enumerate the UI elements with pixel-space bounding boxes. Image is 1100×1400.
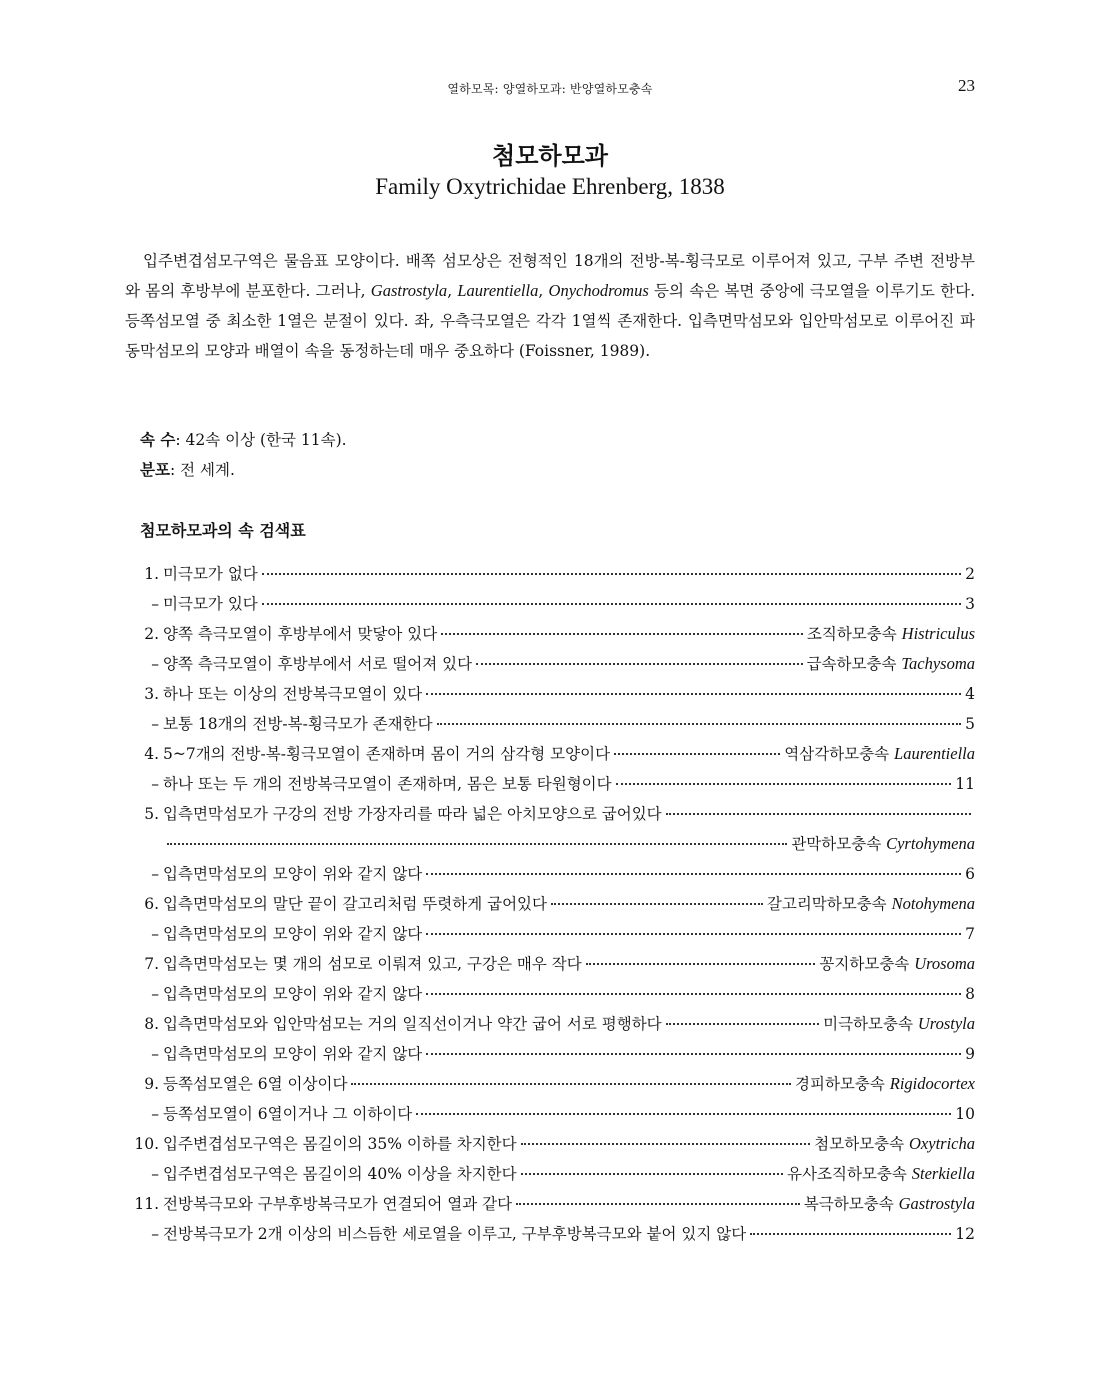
key-row-text: 하나 또는 이상의 전방복극모열이 있다 <box>163 685 423 703</box>
key-row-result-text: 갈고리막하모충속 <box>766 895 892 913</box>
genus-name: Oxytricha <box>909 1134 975 1153</box>
genus-name: Laurentiella <box>894 744 975 763</box>
key-row-result-text: 복극하모충속 <box>803 1195 899 1213</box>
key-row-result <box>965 984 975 1004</box>
key-row-result <box>965 714 975 734</box>
key-row-result-text: 9 <box>965 1045 975 1063</box>
key-row-number: 6. <box>144 895 159 913</box>
genus-key-list <box>125 562 975 1252</box>
key-row-number: – <box>151 1225 159 1243</box>
dot-leader <box>426 933 961 935</box>
dot-leader <box>616 783 952 785</box>
key-row-result-text: 6 <box>965 865 975 883</box>
key-row-result-text: 4 <box>965 685 975 703</box>
key-heading: 첨모하모과의 속 검색표 <box>140 521 306 540</box>
key-row-number: 10. <box>134 1135 159 1153</box>
key-row <box>125 982 975 1012</box>
genus-name: Gastrostyla <box>898 1194 975 1213</box>
key-row <box>125 652 975 682</box>
key-row-number: – <box>151 1165 159 1183</box>
key-row-text: 미극모가 있다 <box>163 595 258 613</box>
key-row-text: 입측면막섬모와 입안막섬모는 거의 일직선이거나 약간 굽어 서로 평행하다 <box>163 1015 662 1033</box>
key-row <box>125 742 975 772</box>
key-row-number: 8. <box>144 1015 159 1033</box>
key-row <box>125 1162 975 1192</box>
dot-leader <box>351 1083 791 1085</box>
dot-leader <box>416 1113 951 1115</box>
genera-value: : 42속 이상 (한국 11속). <box>175 431 347 449</box>
key-row-text: 하나 또는 두 개의 전방복극모열이 존재하며, 몸은 보통 타원형이다 <box>163 775 612 793</box>
key-row-result-text: 2 <box>965 565 975 583</box>
family-title-korean: 첨모하모과 <box>492 141 608 170</box>
key-row <box>125 1012 975 1042</box>
key-row-result <box>965 1044 975 1064</box>
key-row-result <box>965 564 975 584</box>
genera-count <box>140 428 347 450</box>
key-row-result-text: 관막하모충속 <box>791 835 887 853</box>
key-row-result <box>965 924 975 944</box>
key-row-text: 등쪽섬모열은 6열 이상이다 <box>163 1075 348 1093</box>
genus-name: Cyrtohymena <box>886 834 975 853</box>
key-row <box>125 772 975 802</box>
key-row-result <box>965 684 975 704</box>
dot-leader <box>426 993 961 995</box>
key-row-text: 5~7개의 전방-복-횡극모열이 존재하며 몸이 거의 삼각형 모양이다 <box>163 745 611 763</box>
key-row-number: 3. <box>144 685 159 703</box>
key-row <box>125 622 975 652</box>
key-row-result <box>787 1162 975 1184</box>
key-row-number: 2. <box>144 625 159 643</box>
distribution-label: 분포 <box>140 460 170 479</box>
key-row-number: 5. <box>144 805 159 823</box>
key-row-result <box>819 952 975 974</box>
key-row <box>125 1132 975 1162</box>
page-header <box>125 76 975 98</box>
key-row-text: 미극모가 없다 <box>163 565 258 583</box>
key-row <box>125 1072 975 1102</box>
dot-leader <box>262 573 961 575</box>
key-row <box>125 862 975 892</box>
key-row-text: 전방복극모가 2개 이상의 비스듬한 세로열을 이루고, 구부후방복극모와 붙어 있지 않다 <box>163 1225 747 1243</box>
intro-paragraph <box>125 246 975 366</box>
key-row-number: – <box>151 985 159 1003</box>
dot-leader <box>262 603 961 605</box>
key-row <box>125 892 975 922</box>
key-row-number: – <box>151 1045 159 1063</box>
key-row <box>125 832 975 862</box>
key-row-result <box>955 1224 975 1244</box>
key-row-text: 입주변겹섬모구역은 몸길이의 35% 이하를 차지한다 <box>163 1135 517 1153</box>
key-row <box>125 952 975 982</box>
key-row-result-text: 3 <box>965 595 975 613</box>
page-number: 23 <box>958 76 975 95</box>
key-row-result-text: 급속하모충속 <box>806 655 902 673</box>
key-row-result-text: 7 <box>965 925 975 943</box>
dot-leader <box>521 1173 783 1175</box>
key-row-result <box>804 1192 975 1214</box>
dot-leader <box>666 1023 819 1025</box>
key-row-number: 4. <box>144 745 159 763</box>
key-row-result-text: 11 <box>955 775 975 793</box>
key-row-number: 1. <box>144 565 159 583</box>
dot-leader <box>167 843 787 845</box>
key-row-text: 양쪽 측극모열이 후방부에서 맞닿아 있다 <box>163 625 438 643</box>
dot-leader <box>586 963 816 965</box>
key-row-number: 7. <box>144 955 159 973</box>
key-row-result <box>965 594 975 614</box>
key-row-text: 등쪽섬모열이 6열이거나 그 이하이다 <box>163 1105 413 1123</box>
family-title-english: Family Oxytrichidae Ehrenberg, 1838 <box>375 174 725 199</box>
key-row-number: 9. <box>144 1075 159 1093</box>
key-row <box>125 1102 975 1132</box>
key-row-result-text: 첨모하모충속 <box>814 1135 910 1153</box>
key-row-text: 양쪽 측극모열이 후방부에서 서로 떨어져 있다 <box>163 655 473 673</box>
key-row-result <box>807 652 975 674</box>
key-row-result <box>767 892 975 914</box>
key-row-text: 입측면막섬모는 몇 개의 섬모로 이뤄져 있고, 구강은 매우 작다 <box>163 955 582 973</box>
dot-leader <box>750 1233 951 1235</box>
dot-leader <box>666 813 971 815</box>
key-row-text: 입측면막섬모가 구강의 전방 가장자리를 따라 넓은 아치모양으로 굽어있다 <box>163 805 662 823</box>
key-row-result-text: 유사조직하모충속 <box>787 1165 912 1183</box>
genus-onychodromus: Onychodromus <box>548 281 649 300</box>
key-row <box>125 712 975 742</box>
key-row-number: – <box>151 1105 159 1123</box>
key-row-number: – <box>151 595 159 613</box>
key-row-number: – <box>151 925 159 943</box>
key-row-result-text: 역삼각하모충속 <box>784 745 895 763</box>
intro-text-2: 등의 속은 복면 중앙에 극모열을 이루기도 한다. 등쪽섬모열 중 최소한 1열은 분절이 있다. 좌, 우측극모열은 각각 1열씩 존재한다. 입측면막섬모와 입안막섬모로 이루어진 파동막섬모의 모양과 배열이 속을 동정하는데 매우 중요하다 (Foissner, 1989). <box>125 282 975 360</box>
distribution-value: : 전 세계. <box>169 461 235 479</box>
running-title: 열하모목: 양열하모과: 반양열하모충속 <box>447 82 653 96</box>
distribution <box>140 458 235 480</box>
key-row-text: 입주변겹섬모구역은 몸길이의 40% 이상을 차지한다 <box>163 1165 517 1183</box>
genus-laurentiella: Laurentiella <box>457 281 539 300</box>
key-row-number: 11. <box>134 1195 159 1213</box>
genus-name: Urosoma <box>914 954 975 973</box>
key-row-result-text: 미극하모충속 <box>823 1015 918 1033</box>
key-row-text: 입측면막섬모의 모양이 위와 같지 않다 <box>163 985 423 1003</box>
key-row <box>125 682 975 712</box>
key-row <box>125 562 975 592</box>
key-row-result-text: 꽁지하모충속 <box>819 955 915 973</box>
genus-name: Notohymena <box>891 894 975 913</box>
dot-leader <box>476 663 802 665</box>
key-row-number: – <box>151 775 159 793</box>
key-row <box>125 1192 975 1222</box>
genus-name: Sterkiella <box>911 1164 975 1183</box>
intro-sep: , <box>447 282 458 300</box>
dot-leader <box>437 723 962 725</box>
key-row-result <box>784 742 975 764</box>
dot-leader <box>426 1053 961 1055</box>
intro-sep: , <box>538 282 549 300</box>
key-row-result-text: 8 <box>965 985 975 1003</box>
key-row-text: 전방복극모와 구부후방복극모가 연결되어 열과 같다 <box>163 1195 513 1213</box>
genus-name: Tachysoma <box>901 654 975 673</box>
key-row-result <box>814 1132 975 1154</box>
key-row-number: – <box>151 865 159 883</box>
key-row <box>125 1222 975 1252</box>
key-row-result-text: 경피하모충속 <box>795 1075 890 1093</box>
key-row <box>125 922 975 952</box>
dot-leader <box>521 1143 811 1145</box>
key-row-result <box>955 774 975 794</box>
intro-text-1: 입주변겹섬모구역은 물음표 모양이다. 배쪽 섬모상은 전형적인 18개의 전방-복-횡극모로 이루어져 있고, 구부 주변 전방부와 몸의 후방부에 분포한다. 그러나, <box>125 252 975 300</box>
key-row <box>125 1042 975 1072</box>
genus-name: Histriculus <box>901 624 975 643</box>
key-row-text: 입측면막섬모의 모양이 위와 같지 않다 <box>163 1045 423 1063</box>
dot-leader <box>426 693 961 695</box>
genus-gastrostyla: Gastrostyla <box>370 281 448 300</box>
genus-name: Rigidocortex <box>889 1074 975 1093</box>
dot-leader <box>614 753 780 755</box>
key-row-number: – <box>151 655 159 673</box>
key-row-number: – <box>151 715 159 733</box>
key-row-text: 입측면막섬모의 모양이 위와 같지 않다 <box>163 925 423 943</box>
genera-label: 속 수 <box>140 430 176 449</box>
key-row-text: 보통 18개의 전방-복-횡극모가 존재한다 <box>163 715 433 733</box>
key-row-text: 입측면막섬모의 모양이 위와 같지 않다 <box>163 865 423 883</box>
dot-leader <box>551 903 763 905</box>
key-row-result-text: 조직하모충속 <box>806 625 902 643</box>
key-row-result-text: 5 <box>965 715 975 733</box>
key-row-result <box>795 1072 975 1094</box>
key-row <box>125 592 975 622</box>
dot-leader <box>441 633 803 635</box>
dot-leader <box>426 873 961 875</box>
key-row-result <box>955 1104 975 1124</box>
key-row-text: 입측면막섬모의 말단 끝이 갈고리처럼 뚜렷하게 굽어있다 <box>163 895 547 913</box>
key-row-result <box>823 1012 975 1034</box>
key-row-result <box>965 864 975 884</box>
genus-name: Urostyla <box>917 1014 975 1033</box>
dot-leader <box>516 1203 800 1205</box>
key-row <box>125 802 975 832</box>
key-row-result <box>807 622 975 644</box>
key-row-result-text: 12 <box>955 1225 975 1243</box>
key-row-result-text: 10 <box>955 1105 975 1123</box>
key-row-result <box>791 832 975 854</box>
